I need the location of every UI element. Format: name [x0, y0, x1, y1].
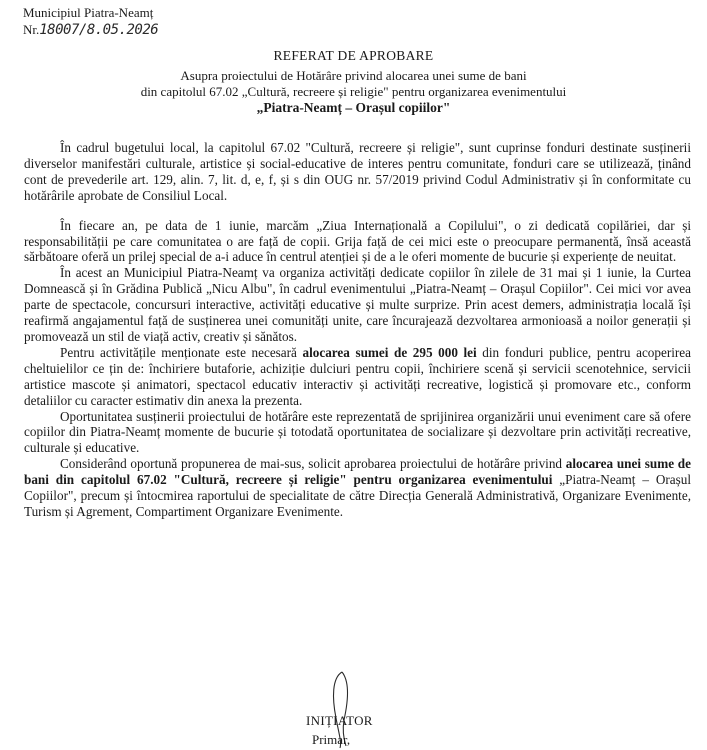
request-bold: alocarea unei sume de bani din capitolul 67.02 "Cultură, recreere și religie" pentru organizarea evenimentului: [24, 456, 691, 488]
paragraph-event-plan: În acest an Municipiul Piatra-Neamț va organiza activități dedicate copiilor în zilele de 31 mai și 1 iunie, la Curtea Domnească și în Grădina Publică „Nicu Albu", în cadrul evenimentului „Piatra-Neamț – Orașul Copiilor". Cei mici vor avea parte de spectacole, concursuri interactive, activități educative și multe surprize. Prin acest demers, administrația locală își reafirmă angajamentul față de susținerea unei comunități unite, care încurajează dezvoltarea armonioasă a noilor generații și promovează un stil de viață activ, creativ și sănătos.: [24, 265, 691, 344]
funding-amount: alocarea sumei de 295 000 lei: [302, 344, 477, 360]
funding-text-post: din fonduri publice, pentru acoperirea cheltuielilor ce țin de: închiriere butaforie, achiziție dulciuri pentru copii, închiriere scenă și servicii scenotehnice, servicii artistice mascote și animatori, spectacol educativ interactiv și activități recreative, logistică și promovare etc., conform detaliilor cu caracter estimativ din anexa la prezenta.: [24, 344, 691, 408]
paragraph-childrens-day: În fiecare an, pe data de 1 iunie, marcăm „Ziua Internațională a Copilului", o zi dedicată copilăriei, dar și responsabilității pe care comunitatea o are față de copii. Grija față de cei mici este o preocupare permanentă, însă această sărbătoare oferă un prilej special de a-i aduce în centrul atenției și de a le oferi momente de bucurie și experiențe de neuitat.: [24, 217, 691, 265]
event-name: „Piatra-Neamț – Orașul copiilor": [256, 100, 451, 115]
signatory-role: Primar,: [312, 732, 351, 747]
issuer-name: Municipiul Piatra-Neamț: [23, 5, 154, 20]
initiator-label: INIȚIATOR: [306, 713, 373, 728]
request-text-post: „Piatra-Neamț – Orașul Copiilor", precum și întocmirea raportului de specialitate de către Direcția Generală Administrativă, Organizare Evenimente, Turism și Agrement, Compartiment Organizare Evenimente.: [24, 472, 691, 519]
document-title: REFERAT DE APROBARE: [273, 48, 434, 63]
funding-text-pre: Pentru activitățile menționate este necesară: [60, 344, 303, 360]
paragraph-request: [24, 456, 691, 520]
document-body: [24, 140, 691, 520]
request-text-pre: Considerând oportună propunerea de mai-sus, solicit aprobarea proiectului de hotărâre privind: [60, 456, 566, 472]
nr-prefix: Nr.: [23, 22, 40, 37]
paragraph-funding: [24, 345, 691, 409]
nr-value-handwritten: 18007/8.05.2026: [39, 22, 159, 38]
registration-number: [23, 22, 158, 38]
subtitle-line-2: din capitolul 67.02 „Cultură, recreere și religie" pentru organizarea evenimentului: [140, 84, 567, 99]
subtitle-line-1: Asupra proiectului de Hotărâre privind alocarea unei sume de bani: [180, 68, 527, 83]
document-subtitle: [40, 68, 667, 100]
paragraph-opportunity: Oportunitatea susținerii proiectului de hotărâre este reprezentată de sprijinirea organizării unui eveniment care să ofere copiilor din Piatra-Neamț momente de bucurie și totodată oportunitatea de socializare și dezvoltare prin activități recreative, culturale și educative.: [24, 408, 691, 456]
paragraph-budget: În cadrul bugetului local, la capitolul 67.02 "Cultură, recreere și religie", sunt cuprinse fonduri destinate susținerii diverselor manifestări culturale, artistice și social-educative de interes pentru comunitate, fonduri care se utilizează, ținând cont de prevederile art. 129, alin. 7, lit. d, e, f, și s din OUG nr. 57/2019 privind Codul Administrativ și în conformitate cu hotărârile aprobate de Consiliul Local.: [24, 140, 691, 203]
